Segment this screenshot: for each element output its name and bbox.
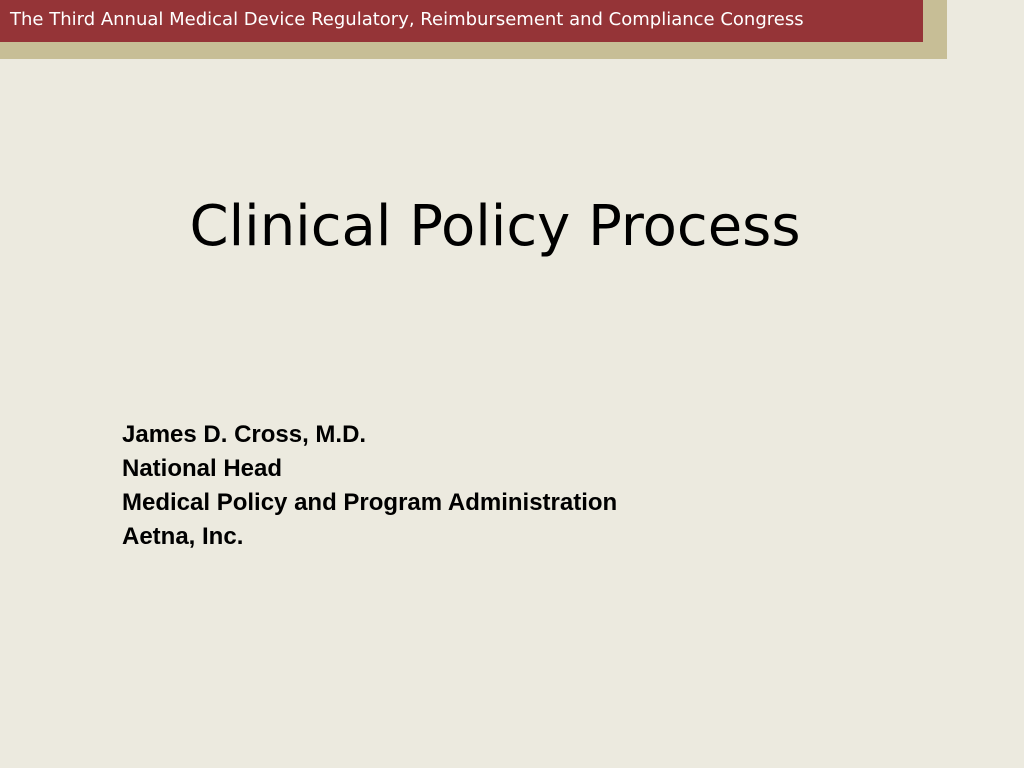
presenter-name: James D. Cross, M.D. xyxy=(122,421,367,448)
presenter-department: Medical Policy and Program Administration xyxy=(122,489,618,516)
presenter-block xyxy=(122,418,617,554)
presenter-organization: Aetna, Inc. xyxy=(122,523,244,550)
conference-name: The Third Annual Medical Device Regulatory, Reimbursement and Compliance Congress xyxy=(10,9,804,30)
header-bar xyxy=(0,0,923,42)
slide-title: Clinical Policy Process xyxy=(189,194,801,259)
presenter-role: National Head xyxy=(122,455,283,482)
